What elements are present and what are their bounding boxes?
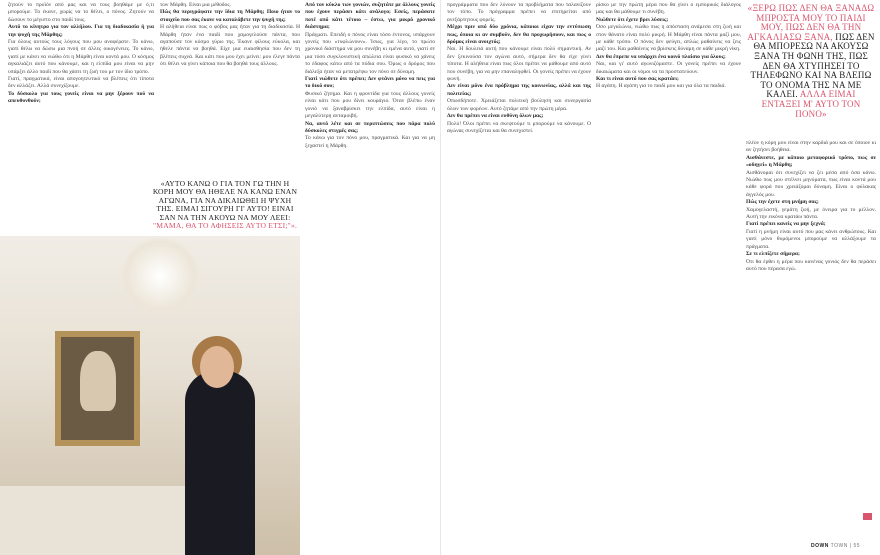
brand-bold: DOWN bbox=[811, 543, 829, 549]
pull-quote-pink: «ΞΕΡΩ ΠΩΣ ΔΕΝ ΘΑ ΞΑΝΑΔΩ ΜΠΡΟΣΤΑ ΜΟΥ ΤΟ ΠΑΙΔΙ ΜΟΥ, ΠΩΣ ΔΕΝ ΘΑ ΤΗΝ ΑΓΚΑΛΙΑΣΩ ΞΑΝΑ, bbox=[747, 3, 875, 42]
article-column-2 bbox=[160, 2, 300, 177]
question: Γιατί πρέπει κανείς να μην ξεχνά; bbox=[746, 221, 826, 228]
paragraph: των Μάρθη. Είναι μια μέθοδος. bbox=[160, 2, 231, 8]
question: Αισθάνεστε, με κάποιο μεταφορικό τρόπο, πως σε «οδηγεί» η Μάρθη; bbox=[746, 154, 876, 169]
article-column-1 bbox=[8, 2, 154, 177]
question: Δεν είναι μόνο ένα πρόβλημα της κοινωνίας, αλλά και της πολιτείας; bbox=[447, 83, 591, 97]
pull-quote-highlight: "ΜΑΜΑ, ΘΑ ΤΟ ΑΦΗΣΕΙΣ ΑΥΤΟ ΕΤΣΙ;"». bbox=[152, 221, 298, 231]
paragraph: προγράμματα που δεν λύνουν τα προβλήματα που ταλανίζουν τον τόπο. Το πρόγραμμα πρέπει να επιτηρείται από ανεξάρτητους φορείς. bbox=[447, 2, 591, 23]
woman-figure bbox=[185, 371, 255, 555]
paragraph: Η αλήθεια είναι πως ο φόβος μας ήταν για τη διαδικασία. Η Μάρθη ήταν ένα παιδί που χαμογελούσε πάντα, που αγαπούσε τον κόσμο γύρω της. Έκανε φίλους εύκολα, και ήθελε πάντα να βοηθά. Είχε μια ευαισθησία που δεν τη βλέπεις συχνά. Και κάτι που μου έχει μείνει: μου έλεγε πάντα ότι θέλει να γίνει κάποια που θα βοηθά τους άλλους. bbox=[160, 24, 300, 68]
paragraph: Όσο μεγαλώνω, νιώθω πως η απόσταση ανάμεσα στη ζωή και στον θάνατο είναι πολύ μικρή. Η Μάρθη είναι πάντα μαζί μου, με κάθε τρόπο. Ο πόνος δεν φεύγει, απλώς μαθαίνεις να ζεις μαζί του. Και μαθαίνεις να βρίσκεις δύναμη σε κάθε μικρή νίκη. bbox=[596, 24, 741, 53]
article-column-1 bbox=[447, 2, 591, 547]
question: Και τι είναι αυτό που σας κρατάει; bbox=[596, 76, 679, 83]
paragraph: Χαμογελαστή, γεμάτη ζωή, με όνειρα για το μέλλον. Αυτή την εικόνα κρατάω πάντα. bbox=[746, 206, 876, 221]
paragraph: πλέον η κόρη μου είναι στην καρδιά μου και σε όποιον κι αν ζητήσει βοήθεια. bbox=[746, 140, 876, 154]
pull-quote bbox=[150, 180, 300, 230]
paragraph: Πολύ! Όλοι πρέπει να σκεφτούμε τι μπορούμε να κάνουμε. Ο αγώνας συνεχίζεται και θα συνεχιστεί. bbox=[447, 120, 591, 134]
question: Να, αυτό λέτε και σε περιπτώσεις που πάρα πολύ δύσκολες στιγμές σας; bbox=[305, 120, 435, 134]
table bbox=[0, 486, 190, 555]
question: Το δύσκολο για τους γονείς είναι να μην ξέρουν πού να απευθυνθούν; bbox=[8, 90, 154, 105]
portrait-figure bbox=[80, 351, 116, 411]
question: Δεν θα έπρεπε να υπάρχει ένα κοινό πλαίσιο για όλους; bbox=[596, 53, 726, 60]
pull-quote-pink-end: ΑΛΛΑ ΕΙΜΑΙ ΕΝΤΑΞΕΙ Μ' ΑΥΤΟ ΤΟΝ ΠΟΝΟ» bbox=[761, 89, 861, 119]
paragraph: Αισθάνομαι ότι συνεχίζει να ζει μέσα από όσα κάνω. Νιώθω πως μου στέλνει μηνύματα, πως είναι κοντά μου κάθε φορά που χρειάζομαι δύναμη. Είναι ο φύλακας άγγελός μου. bbox=[746, 169, 876, 198]
pull-quote-dark: ΠΩΣ ΔΕΝ ΘΑ ΜΠΟΡΕΣΩ ΝΑ ΑΚΟΥΣΩ ΞΑΝΑ ΤΗ ΦΩΝΗ ΤΗΣ, ΠΩΣ ΔΕΝ ΘΑ ΧΤΥΠΗΣΕΙ ΤΟ ΤΗΛΕΦΩΝΟ ΚΑΙ ΝΑ ΒΛΕΠΩ ΤΟ ΟΝΟΜΑ ΤΗΣ ΝΑ ΜΕ ΚΑΛΕΙ. bbox=[750, 31, 875, 100]
paragraph: Ναι, και γι' αυτό αγωνιζόμαστε. Οι γονείς πρέπει να έχουν δικαιώματα και οι νόμοι να τα προστατεύουν. bbox=[596, 61, 741, 75]
paragraph: Το κάνω για τον πόνο μου, πραγματικά. Και για να μη ξεχαστεί η Μάρθη. bbox=[305, 135, 435, 149]
interview-photo bbox=[0, 236, 300, 555]
paragraph: Φυσικό ζήτημα. Και η φροντίδα για τους άλλους γονείς είναι κάτι που μου δίνει κουράγιο. Όταν βλέπω έναν γονιό να ξαναβρίσκει την ελπίδα, αυτό είναι η μεγαλύτερη ανταμοιβή. bbox=[305, 90, 435, 120]
article-column-3 bbox=[305, 2, 435, 555]
paragraph: ρίσκο με την πρώτη μέρα που θα γίνει ο εμπορικός διάλογος μας και θα μάθουμε τι συνέβη. bbox=[596, 2, 741, 16]
paragraph: Οπωσδήποτε. Χρειάζεται πολιτική βούληση και συνεργασία όλων των φορέων. Αυτό ζητάμε από την πρώτη μέρα. bbox=[447, 98, 591, 112]
paragraph: Ότι θα έρθει η μέρα που κανένας γονιός δεν θα περάσει αυτό που πέρασα εγώ. bbox=[746, 258, 876, 272]
pull-quote-text: «ΑΥΤΟ ΚΑΝΩ Ο ΓΙΑ ΤΟΝ ΓΩ ΤΗΝ Η ΚΟΡΗ ΜΟΥ ΘΑ ΗΘΕΛΕ ΝΑ ΚΑΝΩ ΕΝΑΝ ΑΓΩΝΑ, ΓΙΑ ΝΑ ΔΙΚΑΙΩΘΕΙ Η ΨΥΧΗ ΤΗΣ. ΕΙΜΑΙ ΣΙΓΟΥΡΗ ΓΙ' ΑΥΤΟ! ΕΙΝΑΙ ΣΑΝ ΝΑ ΤΗΝ ΑΚΟΥΩ ΝΑ ΜΟΥ ΛΕΕΙ: bbox=[152, 179, 298, 222]
chandelier bbox=[120, 236, 200, 316]
question: Αυτό το κίνητρο για τον αλλήλου. Για τη διαδικασία ή για την ψυχή της Μάρθης; bbox=[8, 24, 154, 38]
pull-quote bbox=[746, 4, 876, 119]
accent-marker bbox=[863, 513, 872, 520]
article-column-2 bbox=[596, 2, 741, 547]
question: Από τον κύκλο των γονιών, συζητάτε με άλλους γονείς που έχουν περάσει κάτι ανάλογο; Εσείς, περάσατε ποτέ από κάτι τέτοιο – έστω, για μικρό χρονικό διάστημα; bbox=[305, 2, 435, 31]
paragraph: ζητούν το προϊόν από μας και να τους βοηθάμε με ό,τι μπορούμε. Το έκανε, χωρίς να το θέλει, ο πόνος. Ζητούν να δώσουν το μέγιστο στο παιδί τους. bbox=[8, 2, 154, 23]
page-number: 55 bbox=[853, 543, 860, 549]
page-footer bbox=[811, 543, 860, 549]
question: Μέχρι πριν από δύο χρόνια, κάποιοι είχαν την εντύπωση πως, όποια κι αν συμβούν, δεν θα προχωρήσουν, και πως ο δρόμος είναι ανοιχτός; bbox=[447, 24, 591, 46]
question: Πώς την έχετε στη μνήμη σας; bbox=[746, 199, 819, 206]
question: Σε τι ελπίζετε σήμερα; bbox=[746, 251, 800, 258]
question: Πώς θα περιγράφατε την ίδια τη Μάρθη; Ποιο ήταν το στοιχείο που σας έκανε να καταλάβετε την ψυχή της; bbox=[160, 9, 300, 23]
paragraph: Για όλους αυτούς τους λόγους που μου αναφέρατε. Το κάνω, γιατί θέλω να δώσω μια πνοή σε άλλες οικογένειες. Το κάνω, γιατί με κάνει να νιώθω ότι η Μάρθη είναι κοντά μου. Ο κόσμος αγκαλιάζει αυτό που κάνουμε, και η ελπίδα μου είναι να μην υπάρξει άλλο παιδί που θα χάσει τη ζωή του με τον ίδιο τρόπο. bbox=[8, 39, 154, 75]
brand-light: TOWN bbox=[830, 543, 848, 549]
question: Δεν θα πρέπει να είναι ευθύνη όλων μας; bbox=[447, 113, 544, 120]
article-column-3 bbox=[746, 140, 876, 520]
question: Γιατί νιώθετε ότι πρέπει; Δεν φτάνει μόνο να πεις για το δικό σου; bbox=[305, 76, 435, 90]
paragraph: Ναι. Η δουλειά αυτή που κάνουμε είναι πολύ σημαντική. Αν δεν ξεκινούσα τον αγώνα αυτό, σήμερα δεν θα είχε γίνει τίποτα. Η αλήθεια είναι πως όλοι πρέπει να μάθουμε από αυτό που συνέβη, για να μην επαναληφθεί. Οι γονείς πρέπει να έχουν φωνή. bbox=[447, 46, 591, 83]
paragraph: Πράγματι. Επειδή ο πόνος είναι τόσο έντονος, υπάρχουν γονείς που «τυφλώνουν». Ίσως, για λίγο, το πρώτο χρονικό διάστημα να μου συνέβη κι εμένα αυτό, γιατί σε μια τόσο συγκλονιστική απώλεια είναι φυσικό να χάνεις το έδαφος κάτω από τα πόδια σου. Όμως ο δρόμος που διάλεξα ήταν να μετατρέψω τον πόνο σε δύναμη. bbox=[305, 31, 435, 75]
paragraph: Γιατί, πραγματικά, είναι απογοητευτικό να βλέπεις ότι τίποτα δεν αλλάζει. Αλλά συνεχίζουμε. bbox=[8, 76, 154, 90]
right-page bbox=[440, 0, 880, 555]
paragraph: Γιατί η μνήμη είναι αυτό που μας κάνει ανθρώπους. Και γιατί μόνο θυμόμενοι μπορούμε να αλλάξουμε τα πράγματα. bbox=[746, 228, 876, 250]
paragraph: Η αγάπη. Η αγάπη για το παιδί μου και για όλα τα παιδιά. bbox=[596, 83, 726, 90]
question: Νιώθετε ότι έχετε βρει λύσεις; bbox=[596, 16, 669, 23]
woman-face bbox=[200, 346, 234, 388]
separator: | bbox=[849, 543, 852, 549]
